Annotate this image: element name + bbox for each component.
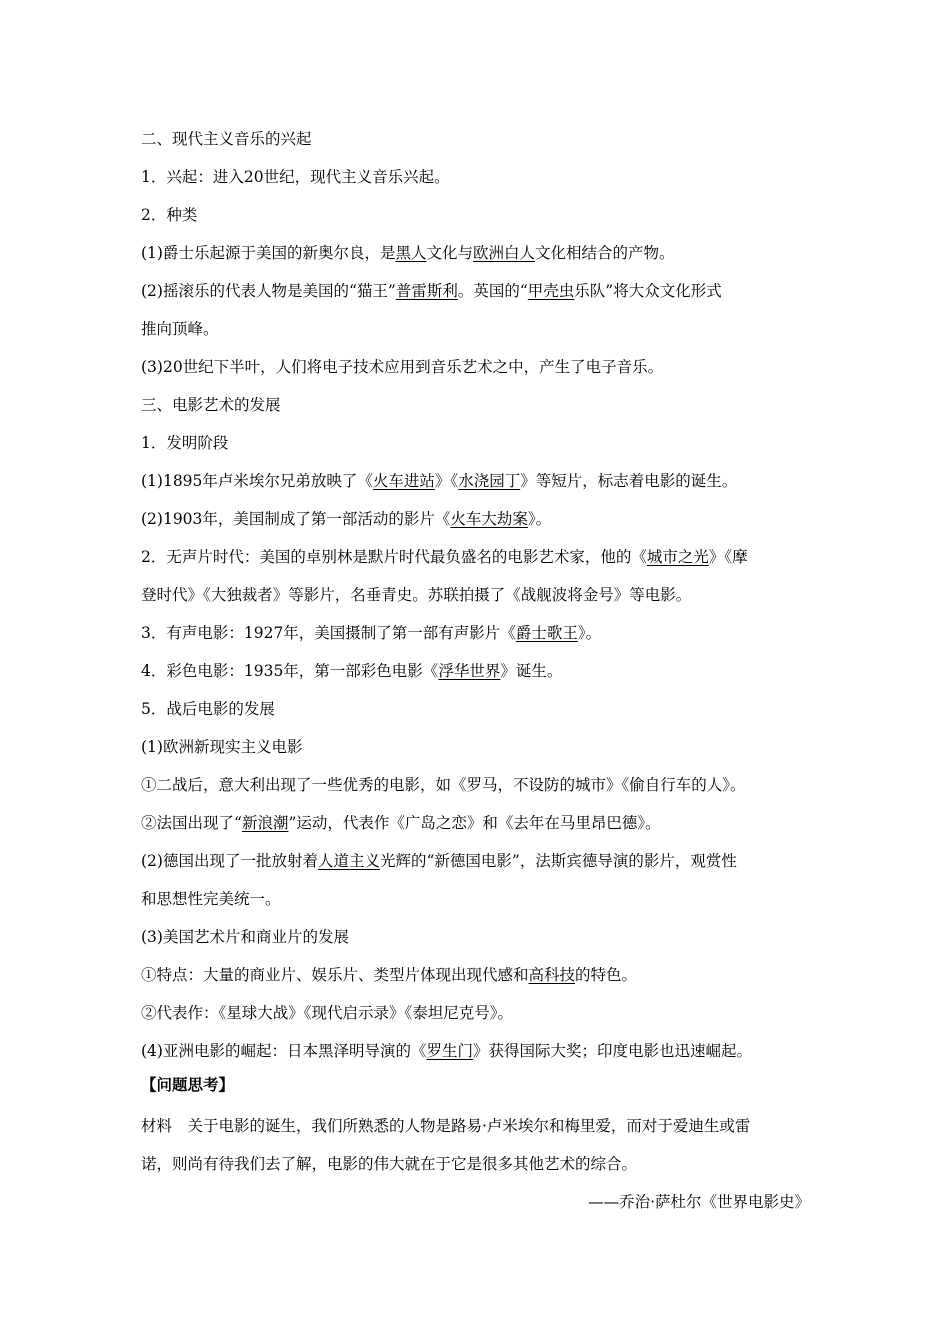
text-line [141,774,813,796]
text-line [141,1115,813,1137]
underlined-answer: 浮华世界 [438,662,501,680]
line-text: (4)亚洲电影的崛起：日本黑泽明导演的《 [141,1042,427,1060]
text-line [141,242,813,264]
text-line [141,1153,813,1175]
line-text: (1)欧洲新现实主义电影 [141,738,303,756]
text-line [141,166,813,188]
line-text: (3)20世纪下半叶，人们将电子技术应用到音乐艺术之中，产生了电子音乐。 [141,358,664,376]
line-text: 的特色。 [575,966,638,984]
underlined-answer: 城市之光 [646,548,709,566]
line-text: 【问题思考】 [141,1075,235,1094]
text-line [141,660,813,682]
text-line [141,1074,813,1096]
line-text: 》诞生。 [500,662,563,680]
underlined-answer: 黑人 [395,244,427,262]
line-text: ——乔治·萨杜尔《世界电影史》 [588,1193,810,1211]
underlined-answer: 新浪潮 [241,814,289,832]
text-line [141,432,813,454]
line-text: 1．兴起：进入20世纪，现代主义音乐兴起。 [141,168,450,186]
line-text: 文化与 [426,244,473,262]
line-text: (2)摇滚乐的代表人物是美国的“猫王” [141,282,396,300]
line-text: 光辉的“新德国电影”，法斯宾德导演的影片，观赏性 [379,852,737,870]
underlined-answer: 欧洲白人 [473,244,536,262]
line-text: ”运动，代表作《广岛之恋》和《去年在马里昂巴德》。 [288,814,661,832]
line-text: 二、现代主义音乐的兴起 [141,130,312,148]
line-text: 。英国的“ [457,282,528,300]
text-line [141,1002,813,1024]
underlined-answer: 普雷斯利 [395,282,458,300]
line-text: 》《 [434,472,459,490]
text-line [141,318,813,340]
text-line [141,584,813,606]
text-line [141,736,813,758]
line-text: 5．战后电影的发展 [141,700,275,718]
underlined-answer: 火车大劫案 [450,510,528,528]
underlined-answer: 爵士歌王 [515,624,578,642]
text-line [141,812,813,834]
line-text: ①二战后，意大利出现了一些优秀的电影，如《罗马，不设防的城市》《偷自行车的人》。 [141,776,746,794]
line-text: 》获得国际大奖；印度电影也迅速崛起。 [472,1042,752,1060]
line-text: 三、电影艺术的发展 [141,396,281,414]
line-text: 1．发明阶段 [141,434,229,452]
text-line [588,1191,810,1213]
text-line [141,622,813,644]
text-line [141,698,813,720]
line-text: 》。 [577,624,602,642]
underlined-answer: 水浇园丁 [458,472,521,490]
line-text: ②代表作：《星球大战》《现代启示录》《泰坦尼克号》。 [141,1004,514,1022]
text-line [141,850,813,872]
text-line [141,1040,813,1062]
line-text: 推向顶峰。 [141,320,219,338]
text-line [141,280,813,302]
line-text: (2)1903年，美国制成了第一部活动的影片《 [141,510,451,528]
line-text: 文化相结合的产物。 [535,244,675,262]
line-text: 2．种类 [141,206,198,224]
line-text: 材料 关于电影的诞生，我们所熟悉的人物是路易·卢米埃尔和梅里爱，而对于爱迪生或雷 [141,1117,751,1135]
line-text: 4．彩色电影：1935年，第一部彩色电影《 [141,662,439,680]
text-line [141,394,813,416]
line-text: (1)爵士乐起源于美国的新奥尔良，是 [141,244,396,262]
underlined-answer: 甲壳虫 [527,282,575,300]
text-line [141,964,813,986]
line-text: 3．有声电影：1927年，美国摄制了第一部有声影片《 [141,624,516,642]
text-line [141,888,813,910]
underlined-answer: 罗生门 [426,1042,473,1060]
underlined-answer: 人道主义 [317,852,380,870]
text-line [141,356,813,378]
line-text: 》等短片，标志着电影的诞生。 [520,472,738,490]
line-text: 》《摩 [708,548,748,566]
line-text: 2．无声片时代：美国的卓别林是默片时代最负盛名的电影艺术家，他的《 [141,548,647,566]
text-line [141,546,813,568]
line-text: 诺，则尚有待我们去了解，电影的伟大就在于它是很多其他艺术的综合。 [141,1155,638,1173]
line-text: 乐队”将大众文化形式 [574,282,722,300]
underlined-answer: 火车进站 [372,472,435,490]
line-text: ①特点：大量的商业片、娱乐片、类型片体现出现代感和 [141,966,529,984]
line-text: ②法国出现了“ [141,814,242,832]
text-line [141,508,813,530]
text-line [141,470,813,492]
line-text: 和思想性完美统一。 [141,890,281,908]
line-text: (2)德国出现了一批放射着 [141,852,318,870]
line-text: (3)美国艺术片和商业片的发展 [141,928,349,946]
text-line [141,926,813,948]
line-text: 登时代》《大独裁者》等影片，名垂青史。苏联拍摄了《战舰波将金号》等电影。 [141,586,692,604]
line-text: 》。 [527,510,552,528]
text-line [141,128,813,150]
text-line [141,204,813,226]
line-text: (1)1895年卢米埃尔兄弟放映了《 [141,472,373,490]
underlined-answer: 高科技 [528,966,576,984]
